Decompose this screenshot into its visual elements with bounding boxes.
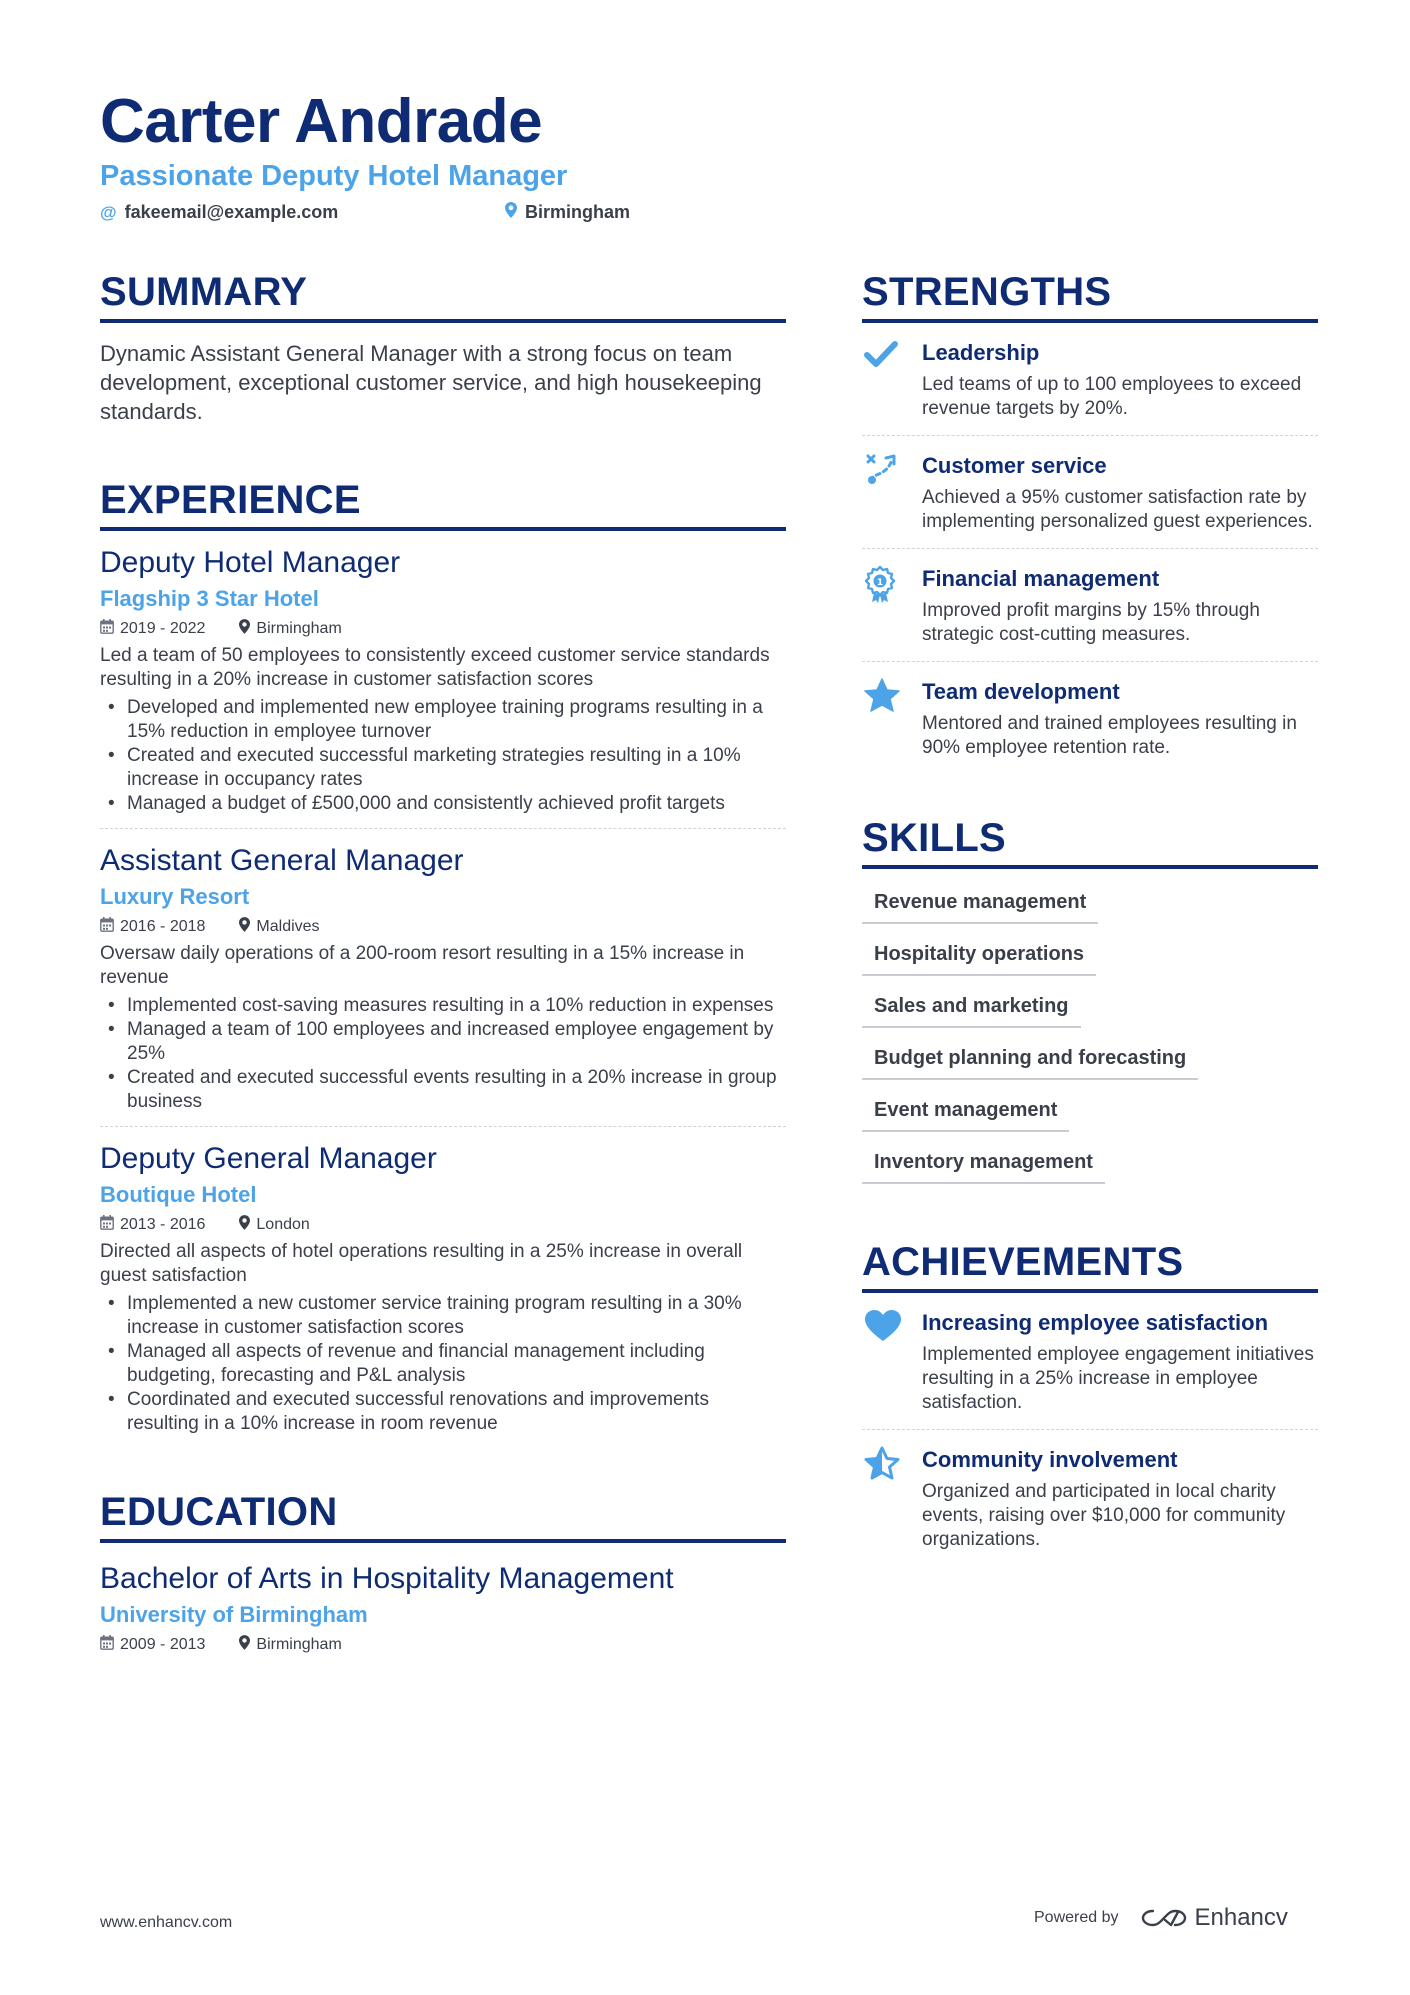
job-description: Oversaw daily operations of a 200-room resort resulting in a 15% increase in revenue: [100, 943, 745, 988]
footer-website[interactable]: www.enhancv.com: [100, 1914, 233, 1931]
brand-name: Enhancv: [1194, 1904, 1288, 1931]
location-pin-icon: [239, 619, 250, 638]
list-item: • Coordinated and executed successful renovations and improvements resulting in a 10% increase in room revenue: [100, 1388, 786, 1436]
resume-tagline: Passionate Deputy Hotel Manager: [100, 160, 568, 192]
job-dates: 2013 - 2016: [120, 1215, 206, 1233]
resume-name: Carter Andrade: [100, 87, 543, 156]
job-meta: [100, 619, 786, 638]
section-title-skills: SKILLS: [862, 816, 1318, 869]
strength-item: [862, 662, 1318, 774]
education-dates: 2009 - 2013: [120, 1635, 206, 1653]
location-pin-icon: [505, 202, 517, 223]
job-bullets: [100, 696, 786, 816]
star-outline-icon: [862, 1446, 922, 1552]
job-title: Deputy Hotel Manager: [100, 546, 401, 579]
skill-tag: Hospitality operations: [862, 935, 1096, 976]
skill-tag: Sales and marketing: [862, 987, 1081, 1028]
education-meta: [100, 1635, 786, 1654]
list-item: • Managed a team of 100 employees and increased employee engagement by 25%: [100, 1018, 786, 1066]
job-title: Assistant General Manager: [100, 844, 464, 877]
award-badge-icon: [862, 565, 922, 647]
education-location: Birmingham: [256, 1635, 342, 1653]
strength-title: Leadership: [922, 340, 1040, 365]
strategy-icon: [862, 452, 922, 534]
section-title-education: EDUCATION: [100, 1490, 786, 1543]
list-item: • Implemented a new customer service training program resulting in a 30% increase in customer satisfaction scores: [100, 1292, 786, 1340]
section-title-summary: SUMMARY: [100, 270, 786, 323]
job-location: London: [256, 1215, 310, 1233]
right-column: [862, 270, 1318, 1566]
job-bullets: [100, 1292, 786, 1436]
calendar-icon: [100, 619, 114, 638]
strength-description: Led teams of up to 100 employees to exceed revenue targets by 20%.: [922, 374, 1302, 419]
calendar-icon: [100, 917, 114, 936]
calendar-icon: [100, 1635, 114, 1654]
strength-description: Improved profit margins by 15% through strategic cost-cutting measures.: [922, 600, 1260, 645]
skill-tag: Inventory management: [862, 1143, 1105, 1184]
achievement-item: [862, 1293, 1318, 1430]
contact-email: [100, 202, 338, 223]
email-text[interactable]: fakeemail@example.com: [124, 202, 339, 222]
education-item: [100, 1561, 786, 1654]
job-company: Boutique Hotel: [100, 1182, 257, 1207]
job-location: Birmingham: [256, 619, 342, 637]
degree-title: Bachelor of Arts in Hospitality Management: [100, 1562, 674, 1595]
strength-description: Mentored and trained employees resulting in 90% employee retention rate.: [922, 713, 1297, 758]
location-pin-icon: [239, 917, 250, 936]
achievement-item: [862, 1430, 1318, 1566]
strength-item: [862, 323, 1318, 436]
job-dates: 2019 - 2022: [120, 619, 206, 637]
skills-list: [862, 883, 1318, 1184]
achievement-title: Community involvement: [922, 1447, 1178, 1472]
section-title-achievements: ACHIEVEMENTS: [862, 1240, 1318, 1293]
at-icon: @: [100, 202, 117, 222]
job-company: Flagship 3 Star Hotel: [100, 586, 319, 611]
section-title-strengths: STRENGTHS: [862, 270, 1318, 323]
job-dates: 2016 - 2018: [120, 917, 206, 935]
enhancv-logo-icon: [1141, 1907, 1187, 1929]
job-location: Maldives: [256, 917, 320, 935]
job-description: Led a team of 50 employees to consistently exceed customer service standards resulting in a 20% increase in customer satisfaction scores: [100, 645, 770, 690]
list-item: • Implemented cost-saving measures resulting in a 10% reduction in expenses: [100, 994, 786, 1018]
strength-description: Achieved a 95% customer satisfaction rate by implementing personalized guest experiences.: [922, 487, 1313, 532]
location-pin-icon: [239, 1635, 250, 1654]
footer-branding: [1034, 1904, 1288, 1932]
job-meta: [100, 1215, 786, 1234]
strength-item: [862, 436, 1318, 549]
achievement-description: Organized and participated in local charity events, raising over $10,000 for community organizations.: [922, 1481, 1286, 1550]
list-item: • Developed and implemented new employee training programs resulting in a 15% reduction in employee turnover: [100, 696, 786, 744]
strength-title: Team development: [922, 679, 1120, 704]
calendar-icon: [100, 1215, 114, 1234]
job-title: Deputy General Manager: [100, 1142, 437, 1175]
achievement-description: Implemented employee engagement initiatives resulting in a 25% increase in employee satisfaction.: [922, 1344, 1314, 1413]
job-company: Luxury Resort: [100, 884, 250, 909]
left-column: [100, 270, 786, 1654]
skill-tag: Revenue management: [862, 883, 1098, 924]
contact-location: [505, 202, 630, 223]
list-item: • Created and executed successful events resulting in a 20% increase in group business: [100, 1066, 786, 1114]
summary-text: Dynamic Assistant General Manager with a strong focus on team development, exceptional customer service, and high housekeeping standards.: [100, 341, 762, 424]
skill-tag: Budget planning and forecasting: [862, 1039, 1198, 1080]
job-bullets: [100, 994, 786, 1114]
section-title-experience: EXPERIENCE: [100, 478, 786, 531]
school-name: University of Birmingham: [100, 1602, 368, 1627]
skill-tag: Event management: [862, 1091, 1069, 1132]
experience-item: [100, 531, 786, 829]
heart-icon: [862, 1309, 922, 1415]
achievement-title: Increasing employee satisfaction: [922, 1310, 1269, 1335]
job-meta: [100, 917, 786, 936]
strength-title: Financial management: [922, 566, 1160, 591]
checkmark-icon: [862, 339, 922, 421]
list-item: • Managed a budget of £500,000 and consistently achieved profit targets: [100, 792, 786, 816]
location-pin-icon: [239, 1215, 250, 1234]
job-description: Directed all aspects of hotel operations resulting in a 25% increase in overall guest satisfaction: [100, 1241, 743, 1286]
brand-logo[interactable]: [1141, 1904, 1288, 1932]
strength-title: Customer service: [922, 453, 1107, 478]
svg-text:1: 1: [876, 578, 884, 588]
experience-item: [100, 1127, 786, 1448]
strength-item: [862, 549, 1318, 662]
powered-by-label: Powered by: [1034, 1909, 1119, 1926]
list-item: • Managed all aspects of revenue and financial management including budgeting, forecasting and P&L analysis: [100, 1340, 786, 1388]
experience-item: [100, 829, 786, 1127]
star-icon: [862, 678, 922, 760]
location-text: Birmingham: [525, 202, 631, 222]
list-item: • Created and executed successful marketing strategies resulting in a 10% increase in occupancy rates: [100, 744, 786, 792]
